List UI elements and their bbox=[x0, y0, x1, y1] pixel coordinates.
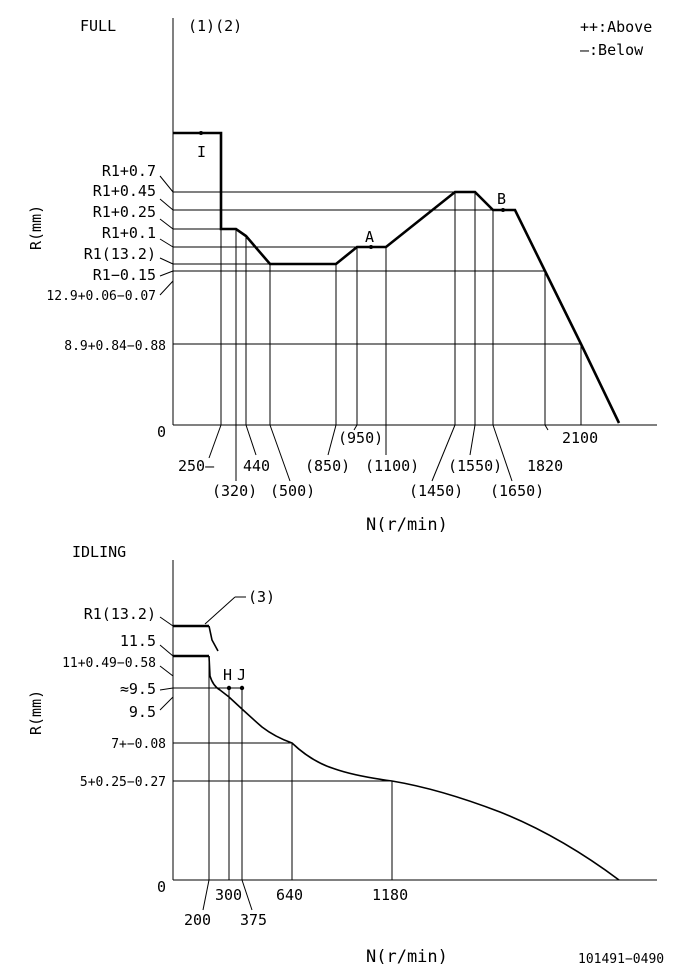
idle-y-label-5: 5+0.25−0.27 bbox=[79, 775, 166, 790]
point-b-label: B bbox=[497, 190, 507, 208]
idle-x-label-375: 375 bbox=[240, 911, 268, 929]
full-chart bbox=[27, 18, 657, 535]
x-label-440: 440 bbox=[243, 457, 271, 475]
x-label-1820: 1820 bbox=[527, 457, 564, 475]
y-label-r1-015: R1−0.15 bbox=[92, 266, 156, 284]
leader-12-9 bbox=[160, 281, 173, 295]
y-label-12-9: 12.9+0.06−0.07 bbox=[46, 289, 156, 304]
notes-labels: (1)(2) bbox=[188, 17, 243, 35]
idle-x-label-200: 200 bbox=[184, 911, 212, 929]
idle-leader-11-5 bbox=[160, 645, 173, 656]
x-label-850: (850) bbox=[305, 457, 351, 475]
y-label-r1: R1(13.2) bbox=[83, 245, 156, 263]
idle-x-label-300: 300 bbox=[215, 886, 243, 904]
full-title: FULL bbox=[80, 17, 117, 35]
leader-r1-07 bbox=[160, 176, 173, 192]
point-b-marker bbox=[501, 208, 505, 212]
point-a-label: A bbox=[365, 228, 375, 246]
idle-y-label-11-5: 11.5 bbox=[119, 632, 156, 650]
idle-xl-200 bbox=[203, 880, 209, 910]
idle-xl-375 bbox=[242, 880, 252, 910]
point-h-marker bbox=[227, 686, 231, 690]
leader-r1 bbox=[160, 258, 173, 264]
x-label-1100: (1100) bbox=[365, 457, 420, 475]
idle-leader-approx bbox=[160, 688, 173, 690]
idling-title: IDLING bbox=[72, 543, 127, 561]
idle-y-label-approx-9-5: ≈9.5 bbox=[119, 680, 156, 698]
y-label-r1-07: R1+0.7 bbox=[101, 162, 156, 180]
callout-3-label: (3) bbox=[248, 588, 276, 606]
point-i-marker bbox=[199, 131, 203, 135]
full-zero-label: 0 bbox=[157, 423, 167, 441]
leader-r1-025 bbox=[160, 219, 173, 229]
full-load-curve bbox=[173, 133, 619, 423]
idle-leader-9-5 bbox=[160, 697, 173, 710]
legend-below: —:Below bbox=[580, 41, 644, 59]
xl-1550 bbox=[470, 425, 475, 455]
y-label-r1-045: R1+0.45 bbox=[92, 182, 156, 200]
x-label-2100: 2100 bbox=[562, 429, 599, 447]
point-j-marker bbox=[240, 686, 244, 690]
idle-y-label-r1: R1(13.2) bbox=[83, 605, 156, 623]
idle-x-label-1180: 1180 bbox=[372, 886, 409, 904]
idle-y-label-11: 11+0.49−0.58 bbox=[62, 656, 156, 671]
callout-3-leader bbox=[205, 597, 235, 624]
idle-leader-r1 bbox=[160, 617, 173, 626]
idle-leader-11 bbox=[160, 666, 173, 676]
xl-440 bbox=[246, 425, 256, 455]
leader-r1-045 bbox=[160, 199, 173, 210]
idling-chart bbox=[27, 543, 657, 967]
idle-x-label-640: 640 bbox=[276, 886, 304, 904]
idle-x-axis-label: N(r/min) bbox=[366, 947, 448, 967]
y-label-r1-01: R1+0.1 bbox=[101, 224, 156, 242]
idle-y-label-7: 7+−0.08 bbox=[111, 737, 166, 752]
xl-1820 bbox=[545, 425, 548, 430]
y-label-8-9: 8.9+0.84−0.88 bbox=[64, 339, 166, 354]
drawing-code: 101491−0490 bbox=[578, 952, 665, 967]
xl-850 bbox=[328, 425, 336, 455]
y-label-r1-025: R1+0.25 bbox=[92, 203, 156, 221]
x-label-320: (320) bbox=[212, 482, 258, 500]
x-label-500: (500) bbox=[270, 482, 316, 500]
idling-curve bbox=[209, 656, 619, 880]
leader-r1-015 bbox=[160, 271, 173, 276]
xl-500 bbox=[270, 425, 290, 481]
x-label-950: (950) bbox=[338, 429, 384, 447]
idle-y-label-9-5: 9.5 bbox=[128, 703, 156, 721]
full-y-axis-label: R(mm) bbox=[27, 204, 45, 250]
leader-r1-01 bbox=[160, 239, 173, 247]
point-h-label: H bbox=[223, 666, 233, 684]
legend-above: ++:Above bbox=[580, 18, 653, 36]
idle-r1-drop bbox=[209, 626, 218, 651]
idle-zero-label: 0 bbox=[157, 878, 167, 896]
x-label-1550: (1550) bbox=[448, 457, 503, 475]
point-i-label: I bbox=[197, 143, 207, 161]
full-x-axis-label: N(r/min) bbox=[366, 515, 448, 535]
idle-y-axis-label: R(mm) bbox=[27, 689, 45, 735]
point-j-label: J bbox=[237, 666, 247, 684]
x-label-1650: (1650) bbox=[490, 482, 545, 500]
x-label-250: 250— bbox=[178, 457, 215, 475]
x-label-1450: (1450) bbox=[409, 482, 464, 500]
xl-250 bbox=[209, 425, 221, 458]
